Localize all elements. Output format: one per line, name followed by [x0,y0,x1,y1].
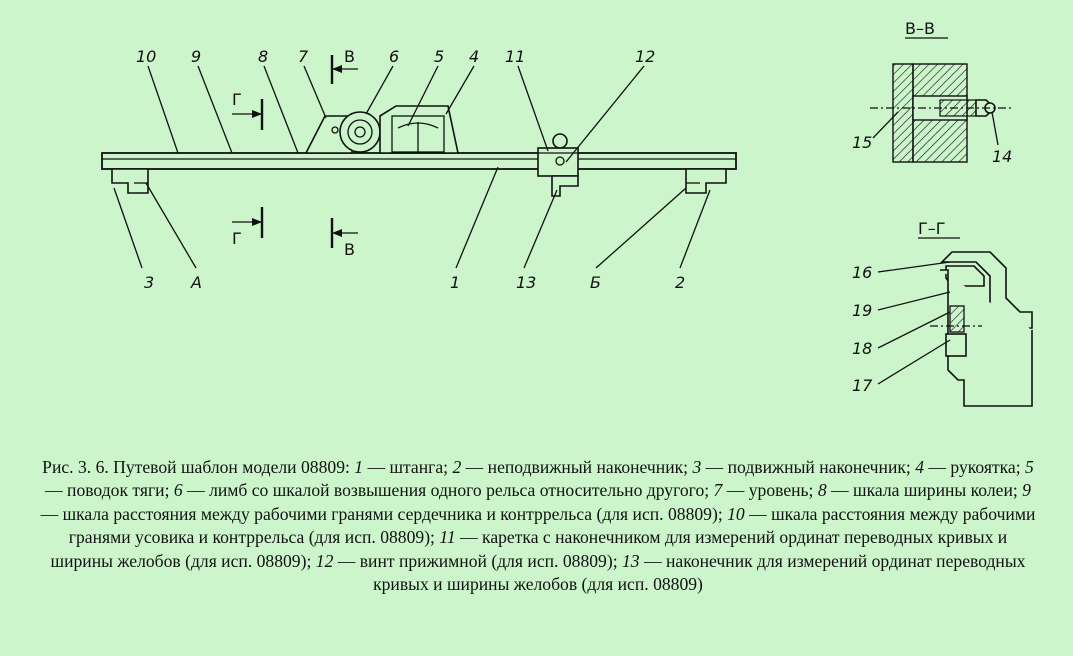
caption-text-6: — лимб со шкалой возвышения одного рельса относительно другого; [182,480,714,501]
label-4: 4 [469,47,480,66]
label-A: А [191,273,202,292]
caption-num-8: 8 [817,480,827,501]
label-18: 18 [852,339,873,358]
caption-num-9: 9 [1022,480,1031,501]
label-6: 6 [389,47,400,66]
caption-prefix: Рис. 3. 6. Путевой шаблон модели 08809: [42,457,355,477]
label-5: 5 [434,47,445,66]
main-view [102,47,736,292]
section-v-v-view [852,19,1012,166]
caption-text-8: — шкала ширины колеи; [826,480,1023,501]
caption-num-5: 5 [1025,457,1034,477]
label-9: 9 [191,47,202,66]
caption-text-2: — неподвижный наконечник; [461,457,693,477]
limb [340,112,380,152]
section-g-top: Г [232,90,242,109]
caption-num-11: 11 [439,527,456,548]
section-v-top: В [344,47,355,66]
caption-text-4: — рукоятка; [924,457,1026,477]
caption-text-5: — поводок тяги; [45,480,174,501]
section-v-bottom: В [344,240,355,259]
caption-num-10: 10 [727,503,745,524]
label-14: 14 [992,147,1013,166]
caption-num-6: 6 [173,480,183,501]
label-19: 19 [852,301,873,320]
clamp-screw [553,134,567,148]
caption-num-7: 7 [713,480,723,501]
section-g-g-view [852,219,1032,406]
label-13: 13 [516,273,537,292]
caption-num-13: 13 [621,550,640,571]
label-3: 3 [144,273,155,292]
label-17: 17 [852,376,873,395]
label-11: 11 [505,47,526,66]
label-16: 16 [852,263,873,282]
caption-text-1: — штанга; [363,457,453,477]
caption-text-13: — наконечник для измерений ординат переводных кривых и ширины желобов (для исп. 08809) [373,550,1026,595]
label-8: 8 [258,47,269,66]
caption-text-11: — каретка с наконечником для измерений ординат переводных кривых и ширины желобов (для исп. 08809); [50,527,1008,571]
caption-num-3: 3 [692,457,702,477]
carriage [538,148,578,176]
label-7: 7 [298,47,309,66]
label-1: 1 [450,273,461,292]
caption-num-4: 4 [915,457,924,477]
label-2: 2 [675,273,686,292]
bar [102,153,736,169]
fixed-tip [686,169,726,193]
caption-text-10: — шкала расстояния между рабочими гранями усовика и контррельса (для исп. 08809); [68,503,1036,548]
label-B: Б [590,273,601,292]
caption-text-12: — винт прижимной (для исп. 08809); [333,550,622,571]
view-title-vv: В–В [905,19,935,38]
caption-text-7: — уровень; [722,480,818,501]
figure-caption [38,456,1038,596]
section-g-bottom: Г [232,229,242,248]
movable-tip [112,169,148,193]
caption-num-2: 2 [452,457,462,477]
caption-text-3: — подвижный наконечник; [701,457,916,477]
caption-text-9: — шкала расстояния между рабочими гранями сердечника и контррельса (для исп. 08809); [40,503,728,524]
view-title-gg: Г–Г [918,219,946,238]
label-10: 10 [136,47,157,66]
label-12: 12 [635,47,656,66]
caption-num-12: 12 [315,550,334,571]
caption-num-1: 1 [354,457,364,477]
label-15: 15 [852,133,873,152]
